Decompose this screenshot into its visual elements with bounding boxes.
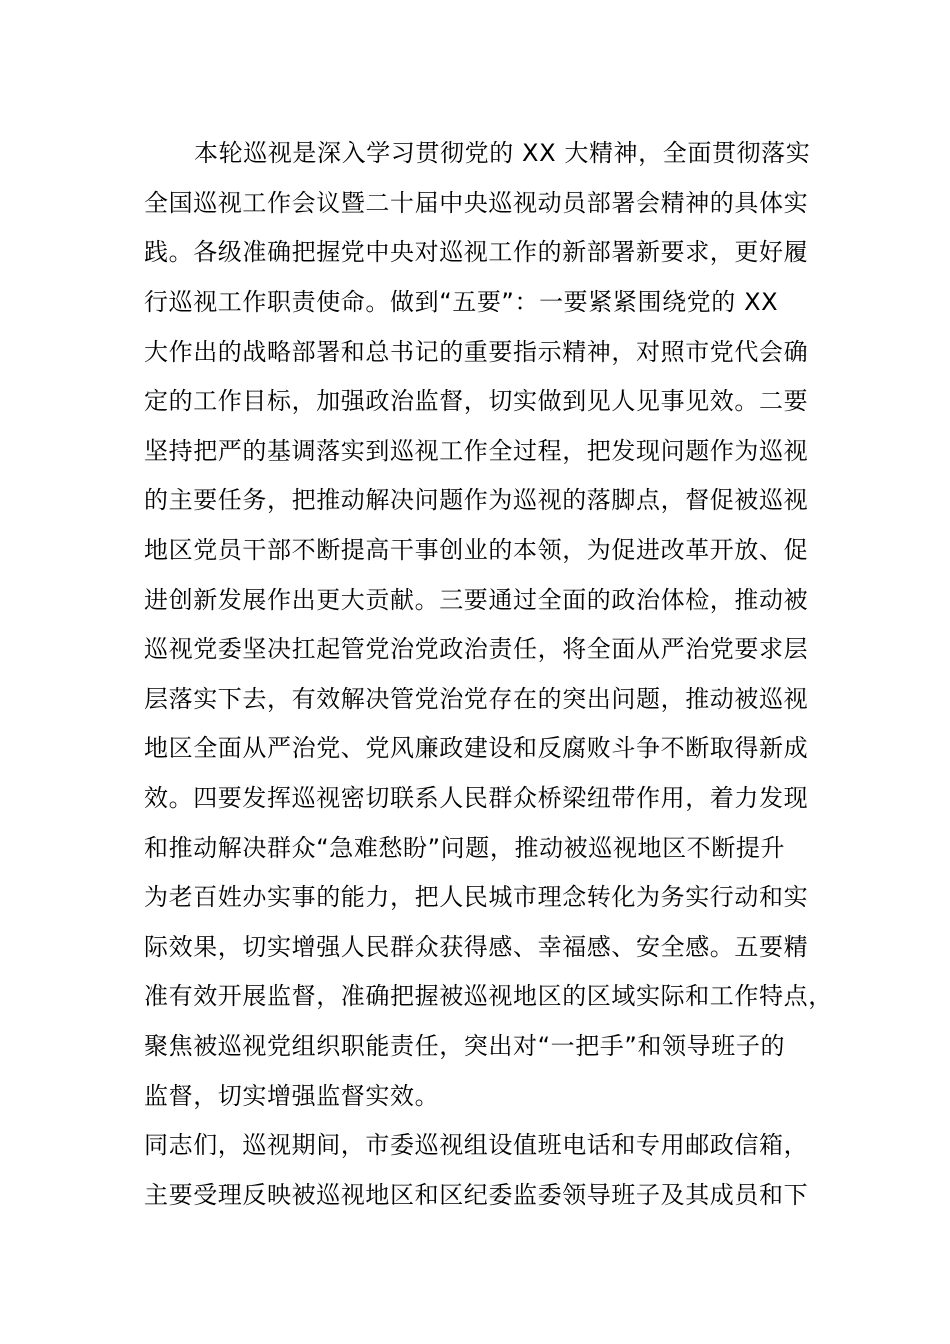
paragraph-line: 进创新发展作出更大贡献。三要通过全面的政治体检，推动被 — [144, 586, 809, 614]
paragraph-line: 和推动解决群众“急难愁盼”问题，推动被巡视地区不断提升 — [144, 834, 786, 862]
paragraph-line: 主要受理反映被巡视地区和区纪委监委领导班子及其成员和下 — [144, 1181, 809, 1209]
paragraph-line: 践。各级准确把握党中央对巡视工作的新部署新要求，更好履 — [144, 238, 809, 266]
paragraph-line: 层落实下去，有效解决管党治党存在的突出问题，推动被巡视 — [144, 685, 809, 713]
paragraph-line: 聚焦被巡视党组织职能责任，突出对“一把手”和领导班子的 — [144, 1032, 786, 1060]
paragraph-line: 地区全面从严治党、党风廉政建设和反腐败斗争不断取得新成 — [144, 734, 809, 762]
paragraph-line: 为老百姓办实事的能力，把人民城市理念转化为务实行动和实 — [144, 883, 809, 911]
paragraph-line: 大作出的战略部署和总书记的重要指示精神，对照市党代会确 — [144, 338, 809, 366]
paragraph-line: 监督，切实增强监督实效。 — [144, 1082, 440, 1110]
paragraph-line: 准有效开展监督，准确把握被巡视地区的区域实际和工作特点， — [144, 982, 833, 1010]
paragraph-line: 全国巡视工作会议暨二十届中央巡视动员部署会精神的具体实 — [144, 189, 809, 217]
paragraph-line: 地区党员干部不断提高干事创业的本领，为促进改革开放、促 — [144, 536, 809, 564]
paragraph-line: 坚持把严的基调落实到巡视工作全过程，把发现问题作为巡视 — [144, 437, 809, 465]
paragraph-line: 同志们，巡视期间，市委巡视组设值班电话和专用邮政信箱， — [144, 1131, 809, 1159]
paragraph-line: 际效果，切实增强人民群众获得感、幸福感、安全感。五要精 — [144, 933, 809, 961]
paragraph-line: 本轮巡视是深入学习贯彻党的 XX 大精神，全面贯彻落实 — [194, 139, 811, 167]
paragraph-line: 巡视党委坚决扛起管党治党政治责任，将全面从严治党要求层 — [144, 635, 809, 663]
paragraph-line: 定的工作目标，加强政治监督，切实做到见人见事见效。二要 — [144, 387, 809, 415]
paragraph-line: 的主要任务，把推动解决问题作为巡视的落脚点，督促被巡视 — [144, 486, 809, 514]
paragraph-line: 效。四要发挥巡视密切联系人民群众桥梁纽带作用，着力发现 — [144, 784, 809, 812]
paragraph-line: 行巡视工作职责使命。做到“五要”：一要紧紧围绕党的 XX — [144, 288, 779, 316]
